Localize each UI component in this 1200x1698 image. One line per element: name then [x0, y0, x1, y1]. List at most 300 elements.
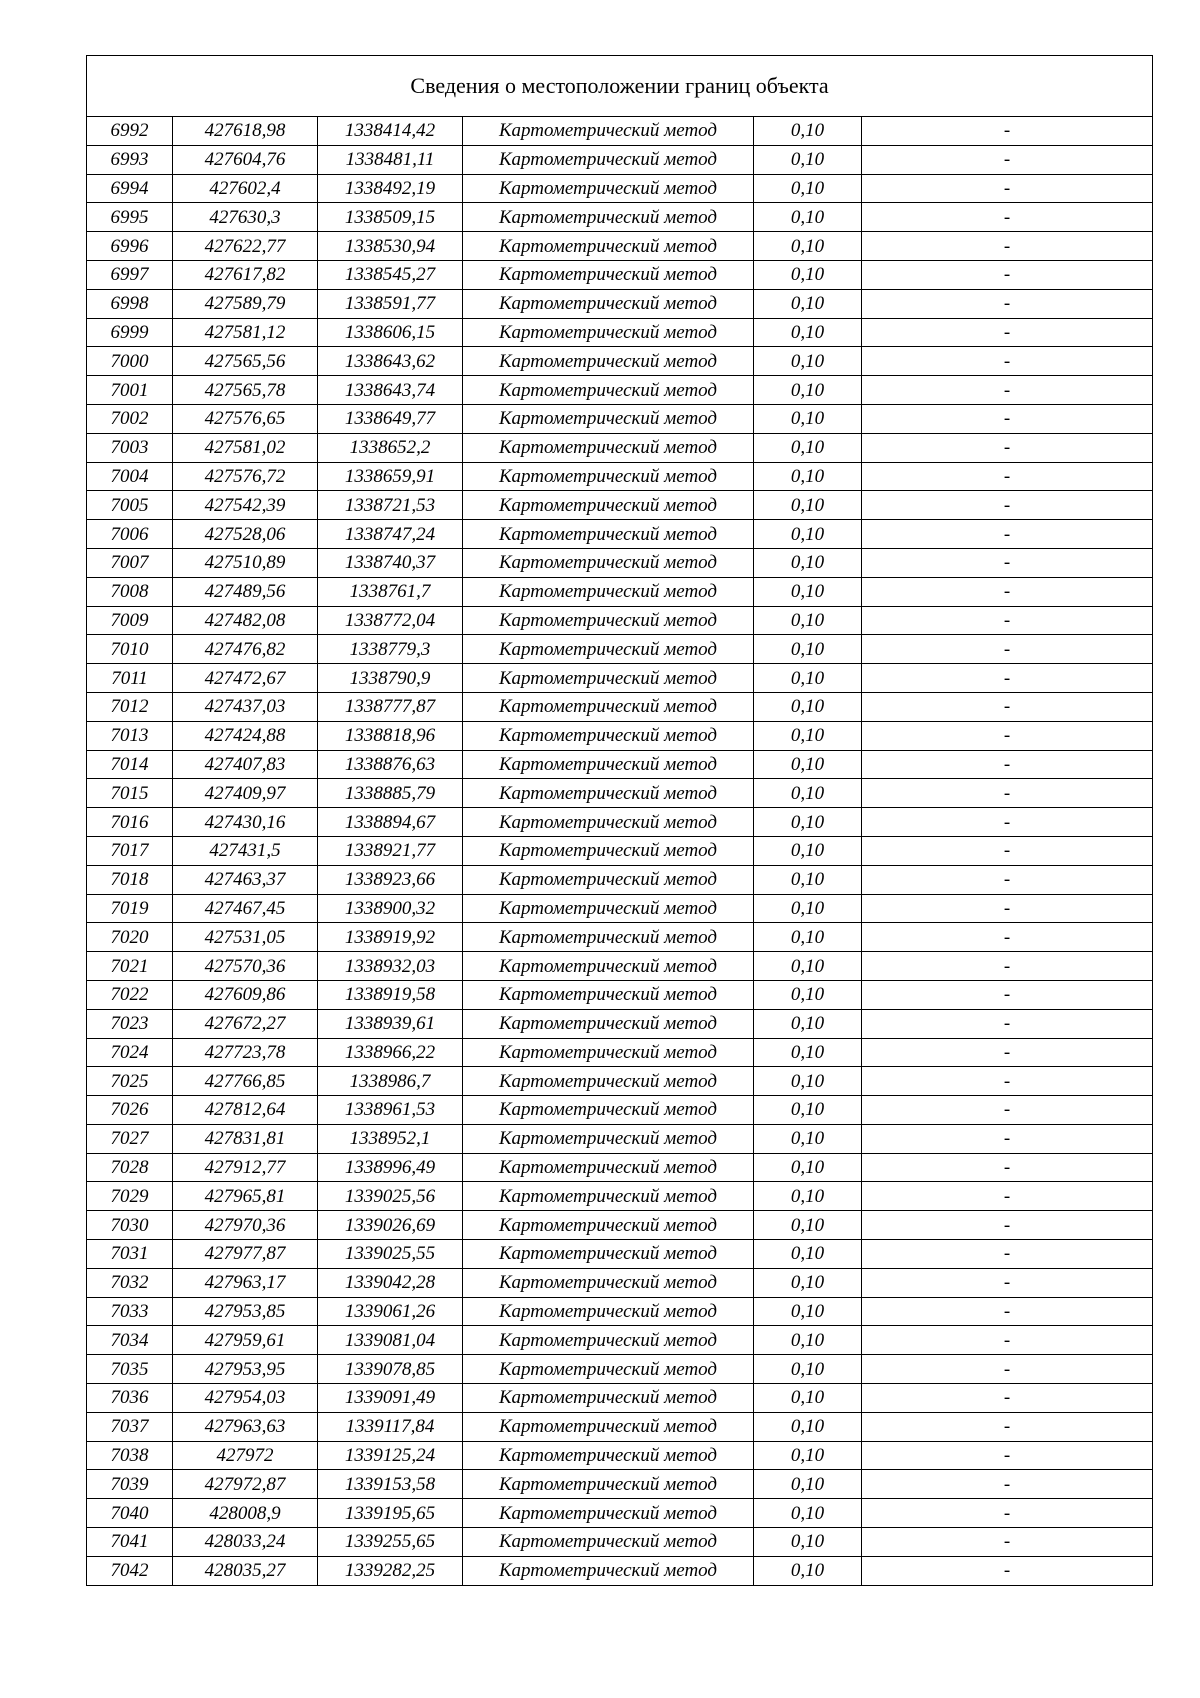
method-cell: Картометрический метод [463, 1412, 754, 1441]
method-cell: Картометрический метод [463, 1067, 754, 1096]
y-coordinate-cell: 1339282,25 [318, 1556, 463, 1585]
note-cell: - [862, 808, 1153, 837]
point-number-cell: 7003 [87, 433, 173, 462]
note-cell: - [862, 635, 1153, 664]
x-coordinate-cell: 427424,88 [173, 721, 318, 750]
y-coordinate-cell: 1338509,15 [318, 203, 463, 232]
accuracy-cell: 0,10 [754, 808, 862, 837]
x-coordinate-cell: 427953,85 [173, 1297, 318, 1326]
method-cell: Картометрический метод [463, 1211, 754, 1240]
note-cell: - [862, 865, 1153, 894]
note-cell: - [862, 491, 1153, 520]
note-cell: - [862, 721, 1153, 750]
point-number-cell: 7020 [87, 923, 173, 952]
note-cell: - [862, 1412, 1153, 1441]
accuracy-cell: 0,10 [754, 865, 862, 894]
note-cell: - [862, 318, 1153, 347]
point-number-cell: 7039 [87, 1470, 173, 1499]
note-cell: - [862, 117, 1153, 146]
method-cell: Картометрический метод [463, 1038, 754, 1067]
note-cell: - [862, 1211, 1153, 1240]
accuracy-cell: 0,10 [754, 462, 862, 491]
accuracy-cell: 0,10 [754, 1412, 862, 1441]
note-cell: - [862, 1009, 1153, 1038]
point-number-cell: 7011 [87, 664, 173, 693]
x-coordinate-cell: 428033,24 [173, 1528, 318, 1557]
note-cell: - [862, 174, 1153, 203]
point-number-cell: 6993 [87, 145, 173, 174]
table-row [87, 462, 1153, 491]
accuracy-cell: 0,10 [754, 318, 862, 347]
note-cell: - [862, 779, 1153, 808]
note-cell: - [862, 952, 1153, 981]
table-row [87, 203, 1153, 232]
method-cell: Картометрический метод [463, 289, 754, 318]
accuracy-cell: 0,10 [754, 1499, 862, 1528]
point-number-cell: 6994 [87, 174, 173, 203]
point-number-cell: 7030 [87, 1211, 173, 1240]
method-cell: Картометрический метод [463, 1182, 754, 1211]
y-coordinate-cell: 1338643,74 [318, 376, 463, 405]
accuracy-cell: 0,10 [754, 894, 862, 923]
table-row [87, 1499, 1153, 1528]
point-number-cell: 7005 [87, 491, 173, 520]
table-row [87, 1038, 1153, 1067]
method-cell: Картометрический метод [463, 520, 754, 549]
accuracy-cell: 0,10 [754, 1124, 862, 1153]
table-row [87, 1441, 1153, 1470]
x-coordinate-cell: 427576,72 [173, 462, 318, 491]
table-row [87, 1182, 1153, 1211]
method-cell: Картометрический метод [463, 865, 754, 894]
x-coordinate-cell: 427528,06 [173, 520, 318, 549]
y-coordinate-cell: 1338481,11 [318, 145, 463, 174]
table-row [87, 491, 1153, 520]
y-coordinate-cell: 1338545,27 [318, 260, 463, 289]
x-coordinate-cell: 427589,79 [173, 289, 318, 318]
x-coordinate-cell: 427963,17 [173, 1268, 318, 1297]
y-coordinate-cell: 1338961,53 [318, 1096, 463, 1125]
y-coordinate-cell: 1339042,28 [318, 1268, 463, 1297]
note-cell: - [862, 1470, 1153, 1499]
point-number-cell: 7018 [87, 865, 173, 894]
note-cell: - [862, 404, 1153, 433]
table-row [87, 635, 1153, 664]
table-row [87, 347, 1153, 376]
y-coordinate-cell: 1338885,79 [318, 779, 463, 808]
accuracy-cell: 0,10 [754, 260, 862, 289]
accuracy-cell: 0,10 [754, 1297, 862, 1326]
method-cell: Картометрический метод [463, 203, 754, 232]
method-cell: Картометрический метод [463, 721, 754, 750]
table-row [87, 520, 1153, 549]
note-cell: - [862, 664, 1153, 693]
accuracy-cell: 0,10 [754, 721, 862, 750]
accuracy-cell: 0,10 [754, 1240, 862, 1269]
y-coordinate-cell: 1338900,32 [318, 894, 463, 923]
accuracy-cell: 0,10 [754, 1067, 862, 1096]
accuracy-cell: 0,10 [754, 1096, 862, 1125]
method-cell: Картометрический метод [463, 1384, 754, 1413]
x-coordinate-cell: 427409,97 [173, 779, 318, 808]
method-cell: Картометрический метод [463, 808, 754, 837]
point-number-cell: 7032 [87, 1268, 173, 1297]
y-coordinate-cell: 1339025,56 [318, 1182, 463, 1211]
table-row [87, 894, 1153, 923]
accuracy-cell: 0,10 [754, 952, 862, 981]
x-coordinate-cell: 427622,77 [173, 232, 318, 261]
point-number-cell: 7021 [87, 952, 173, 981]
accuracy-cell: 0,10 [754, 433, 862, 462]
note-cell: - [862, 1499, 1153, 1528]
method-cell: Картометрический метод [463, 1528, 754, 1557]
y-coordinate-cell: 1339153,58 [318, 1470, 463, 1499]
y-coordinate-cell: 1338790,9 [318, 664, 463, 693]
table-row [87, 1412, 1153, 1441]
method-cell: Картометрический метод [463, 1009, 754, 1038]
accuracy-cell: 0,10 [754, 750, 862, 779]
table-row [87, 145, 1153, 174]
point-number-cell: 7040 [87, 1499, 173, 1528]
table-row [87, 404, 1153, 433]
method-cell: Картометрический метод [463, 836, 754, 865]
x-coordinate-cell: 427489,56 [173, 577, 318, 606]
x-coordinate-cell: 427604,76 [173, 145, 318, 174]
y-coordinate-cell: 1338876,63 [318, 750, 463, 779]
table-row [87, 1384, 1153, 1413]
note-cell: - [862, 376, 1153, 405]
y-coordinate-cell: 1338777,87 [318, 692, 463, 721]
accuracy-cell: 0,10 [754, 548, 862, 577]
x-coordinate-cell: 427672,27 [173, 1009, 318, 1038]
accuracy-cell: 0,10 [754, 1355, 862, 1384]
note-cell: - [862, 1067, 1153, 1096]
note-cell: - [862, 1268, 1153, 1297]
x-coordinate-cell: 427972,87 [173, 1470, 318, 1499]
table-row [87, 865, 1153, 894]
x-coordinate-cell: 427617,82 [173, 260, 318, 289]
point-number-cell: 6992 [87, 117, 173, 146]
accuracy-cell: 0,10 [754, 1384, 862, 1413]
table-row [87, 606, 1153, 635]
accuracy-cell: 0,10 [754, 1326, 862, 1355]
point-number-cell: 7024 [87, 1038, 173, 1067]
table-row [87, 808, 1153, 837]
x-coordinate-cell: 427970,36 [173, 1211, 318, 1240]
accuracy-cell: 0,10 [754, 1470, 862, 1499]
note-cell: - [862, 980, 1153, 1009]
accuracy-cell: 0,10 [754, 664, 862, 693]
y-coordinate-cell: 1338606,15 [318, 318, 463, 347]
y-coordinate-cell: 1338659,91 [318, 462, 463, 491]
point-number-cell: 7012 [87, 692, 173, 721]
method-cell: Картометрический метод [463, 750, 754, 779]
y-coordinate-cell: 1338996,49 [318, 1153, 463, 1182]
x-coordinate-cell: 427831,81 [173, 1124, 318, 1153]
point-number-cell: 7037 [87, 1412, 173, 1441]
accuracy-cell: 0,10 [754, 1009, 862, 1038]
point-number-cell: 7009 [87, 606, 173, 635]
x-coordinate-cell: 427953,95 [173, 1355, 318, 1384]
note-cell: - [862, 260, 1153, 289]
accuracy-cell: 0,10 [754, 376, 862, 405]
point-number-cell: 7017 [87, 836, 173, 865]
table-row [87, 433, 1153, 462]
method-cell: Картометрический метод [463, 692, 754, 721]
table-row [87, 1297, 1153, 1326]
y-coordinate-cell: 1338414,42 [318, 117, 463, 146]
note-cell: - [862, 1326, 1153, 1355]
method-cell: Картометрический метод [463, 232, 754, 261]
point-number-cell: 7008 [87, 577, 173, 606]
y-coordinate-cell: 1338952,1 [318, 1124, 463, 1153]
x-coordinate-cell: 427630,3 [173, 203, 318, 232]
y-coordinate-cell: 1338721,53 [318, 491, 463, 520]
y-coordinate-cell: 1338921,77 [318, 836, 463, 865]
accuracy-cell: 0,10 [754, 347, 862, 376]
x-coordinate-cell: 427565,56 [173, 347, 318, 376]
point-number-cell: 7016 [87, 808, 173, 837]
method-cell: Картометрический метод [463, 404, 754, 433]
accuracy-cell: 0,10 [754, 1268, 862, 1297]
point-number-cell: 7035 [87, 1355, 173, 1384]
y-coordinate-cell: 1338779,3 [318, 635, 463, 664]
method-cell: Картометрический метод [463, 894, 754, 923]
table-row [87, 376, 1153, 405]
accuracy-cell: 0,10 [754, 1528, 862, 1557]
table-row [87, 117, 1153, 146]
point-number-cell: 7015 [87, 779, 173, 808]
method-cell: Картометрический метод [463, 606, 754, 635]
accuracy-cell: 0,10 [754, 289, 862, 318]
table-row [87, 1240, 1153, 1269]
y-coordinate-cell: 1338591,77 [318, 289, 463, 318]
note-cell: - [862, 692, 1153, 721]
x-coordinate-cell: 427723,78 [173, 1038, 318, 1067]
table-row [87, 1009, 1153, 1038]
x-coordinate-cell: 427531,05 [173, 923, 318, 952]
accuracy-cell: 0,10 [754, 980, 862, 1009]
y-coordinate-cell: 1339081,04 [318, 1326, 463, 1355]
method-cell: Картометрический метод [463, 1268, 754, 1297]
accuracy-cell: 0,10 [754, 923, 862, 952]
method-cell: Картометрический метод [463, 779, 754, 808]
x-coordinate-cell: 427609,86 [173, 980, 318, 1009]
method-cell: Картометрический метод [463, 318, 754, 347]
point-number-cell: 6995 [87, 203, 173, 232]
method-cell: Картометрический метод [463, 1470, 754, 1499]
accuracy-cell: 0,10 [754, 577, 862, 606]
note-cell: - [862, 1355, 1153, 1384]
accuracy-cell: 0,10 [754, 836, 862, 865]
table-row [87, 980, 1153, 1009]
method-cell: Картометрический метод [463, 1441, 754, 1470]
point-number-cell: 7023 [87, 1009, 173, 1038]
point-number-cell: 7042 [87, 1556, 173, 1585]
note-cell: - [862, 1096, 1153, 1125]
note-cell: - [862, 433, 1153, 462]
method-cell: Картометрический метод [463, 174, 754, 203]
y-coordinate-cell: 1339026,69 [318, 1211, 463, 1240]
method-cell: Картометрический метод [463, 376, 754, 405]
table-row [87, 952, 1153, 981]
point-number-cell: 7025 [87, 1067, 173, 1096]
method-cell: Картометрический метод [463, 548, 754, 577]
note-cell: - [862, 145, 1153, 174]
point-number-cell: 7034 [87, 1326, 173, 1355]
x-coordinate-cell: 427437,03 [173, 692, 318, 721]
point-number-cell: 7004 [87, 462, 173, 491]
point-number-cell: 7001 [87, 376, 173, 405]
x-coordinate-cell: 427476,82 [173, 635, 318, 664]
point-number-cell: 7027 [87, 1124, 173, 1153]
y-coordinate-cell: 1338894,67 [318, 808, 463, 837]
table-row [87, 1355, 1153, 1384]
method-cell: Картометрический метод [463, 923, 754, 952]
y-coordinate-cell: 1338740,37 [318, 548, 463, 577]
x-coordinate-cell: 427963,63 [173, 1412, 318, 1441]
table-row [87, 836, 1153, 865]
x-coordinate-cell: 427565,78 [173, 376, 318, 405]
y-coordinate-cell: 1338492,19 [318, 174, 463, 203]
note-cell: - [862, 1297, 1153, 1326]
accuracy-cell: 0,10 [754, 606, 862, 635]
note-cell: - [862, 1384, 1153, 1413]
y-coordinate-cell: 1338643,62 [318, 347, 463, 376]
y-coordinate-cell: 1339061,26 [318, 1297, 463, 1326]
y-coordinate-cell: 1338818,96 [318, 721, 463, 750]
method-cell: Картометрический метод [463, 664, 754, 693]
y-coordinate-cell: 1338966,22 [318, 1038, 463, 1067]
y-coordinate-cell: 1339091,49 [318, 1384, 463, 1413]
method-cell: Картометрический метод [463, 1326, 754, 1355]
point-number-cell: 7033 [87, 1297, 173, 1326]
y-coordinate-cell: 1338747,24 [318, 520, 463, 549]
accuracy-cell: 0,10 [754, 1441, 862, 1470]
y-coordinate-cell: 1338932,03 [318, 952, 463, 981]
x-coordinate-cell: 428035,27 [173, 1556, 318, 1585]
point-number-cell: 7006 [87, 520, 173, 549]
point-number-cell: 7007 [87, 548, 173, 577]
note-cell: - [862, 1528, 1153, 1557]
note-cell: - [862, 894, 1153, 923]
x-coordinate-cell: 428008,9 [173, 1499, 318, 1528]
table-row [87, 1153, 1153, 1182]
accuracy-cell: 0,10 [754, 117, 862, 146]
accuracy-cell: 0,10 [754, 779, 862, 808]
method-cell: Картометрический метод [463, 260, 754, 289]
accuracy-cell: 0,10 [754, 1153, 862, 1182]
point-number-cell: 6999 [87, 318, 173, 347]
y-coordinate-cell: 1339117,84 [318, 1412, 463, 1441]
accuracy-cell: 0,10 [754, 203, 862, 232]
table-row [87, 548, 1153, 577]
point-number-cell: 7031 [87, 1240, 173, 1269]
table-row [87, 779, 1153, 808]
method-cell: Картометрический метод [463, 1499, 754, 1528]
note-cell: - [862, 1038, 1153, 1067]
x-coordinate-cell: 427431,5 [173, 836, 318, 865]
method-cell: Картометрический метод [463, 1240, 754, 1269]
point-number-cell: 7010 [87, 635, 173, 664]
table-row [87, 577, 1153, 606]
method-cell: Картометрический метод [463, 1096, 754, 1125]
point-number-cell: 6998 [87, 289, 173, 318]
table-title: Сведения о местоположении границ объекта [87, 56, 1153, 117]
x-coordinate-cell: 427467,45 [173, 894, 318, 923]
point-number-cell: 7028 [87, 1153, 173, 1182]
note-cell: - [862, 289, 1153, 318]
method-cell: Картометрический метод [463, 145, 754, 174]
y-coordinate-cell: 1338919,92 [318, 923, 463, 952]
point-number-cell: 6996 [87, 232, 173, 261]
y-coordinate-cell: 1339255,65 [318, 1528, 463, 1557]
point-number-cell: 7002 [87, 404, 173, 433]
x-coordinate-cell: 427965,81 [173, 1182, 318, 1211]
x-coordinate-cell: 427954,03 [173, 1384, 318, 1413]
note-cell: - [862, 1556, 1153, 1585]
table-row [87, 174, 1153, 203]
x-coordinate-cell: 427430,16 [173, 808, 318, 837]
x-coordinate-cell: 427977,87 [173, 1240, 318, 1269]
table-row [87, 1268, 1153, 1297]
point-number-cell: 7013 [87, 721, 173, 750]
method-cell: Картометрический метод [463, 462, 754, 491]
table-row [87, 1556, 1153, 1585]
x-coordinate-cell: 427812,64 [173, 1096, 318, 1125]
accuracy-cell: 0,10 [754, 145, 862, 174]
point-number-cell: 7029 [87, 1182, 173, 1211]
note-cell: - [862, 232, 1153, 261]
x-coordinate-cell: 427912,77 [173, 1153, 318, 1182]
accuracy-cell: 0,10 [754, 174, 862, 203]
method-cell: Картометрический метод [463, 1153, 754, 1182]
table-row [87, 1124, 1153, 1153]
y-coordinate-cell: 1339195,65 [318, 1499, 463, 1528]
note-cell: - [862, 1182, 1153, 1211]
table-row [87, 1067, 1153, 1096]
accuracy-cell: 0,10 [754, 635, 862, 664]
note-cell: - [862, 548, 1153, 577]
method-cell: Картометрический метод [463, 1297, 754, 1326]
y-coordinate-cell: 1339025,55 [318, 1240, 463, 1269]
table-row [87, 923, 1153, 952]
accuracy-cell: 0,10 [754, 232, 862, 261]
x-coordinate-cell: 427472,67 [173, 664, 318, 693]
note-cell: - [862, 1441, 1153, 1470]
method-cell: Картометрический метод [463, 635, 754, 664]
x-coordinate-cell: 427407,83 [173, 750, 318, 779]
x-coordinate-cell: 427972 [173, 1441, 318, 1470]
point-number-cell: 7026 [87, 1096, 173, 1125]
x-coordinate-cell: 427766,85 [173, 1067, 318, 1096]
note-cell: - [862, 520, 1153, 549]
x-coordinate-cell: 427576,65 [173, 404, 318, 433]
note-cell: - [862, 203, 1153, 232]
method-cell: Картометрический метод [463, 952, 754, 981]
accuracy-cell: 0,10 [754, 404, 862, 433]
accuracy-cell: 0,10 [754, 491, 862, 520]
table-row [87, 318, 1153, 347]
x-coordinate-cell: 427542,39 [173, 491, 318, 520]
x-coordinate-cell: 427570,36 [173, 952, 318, 981]
method-cell: Картометрический метод [463, 1556, 754, 1585]
note-cell: - [862, 606, 1153, 635]
y-coordinate-cell: 1338986,7 [318, 1067, 463, 1096]
note-cell: - [862, 836, 1153, 865]
table-row [87, 289, 1153, 318]
point-number-cell: 7019 [87, 894, 173, 923]
